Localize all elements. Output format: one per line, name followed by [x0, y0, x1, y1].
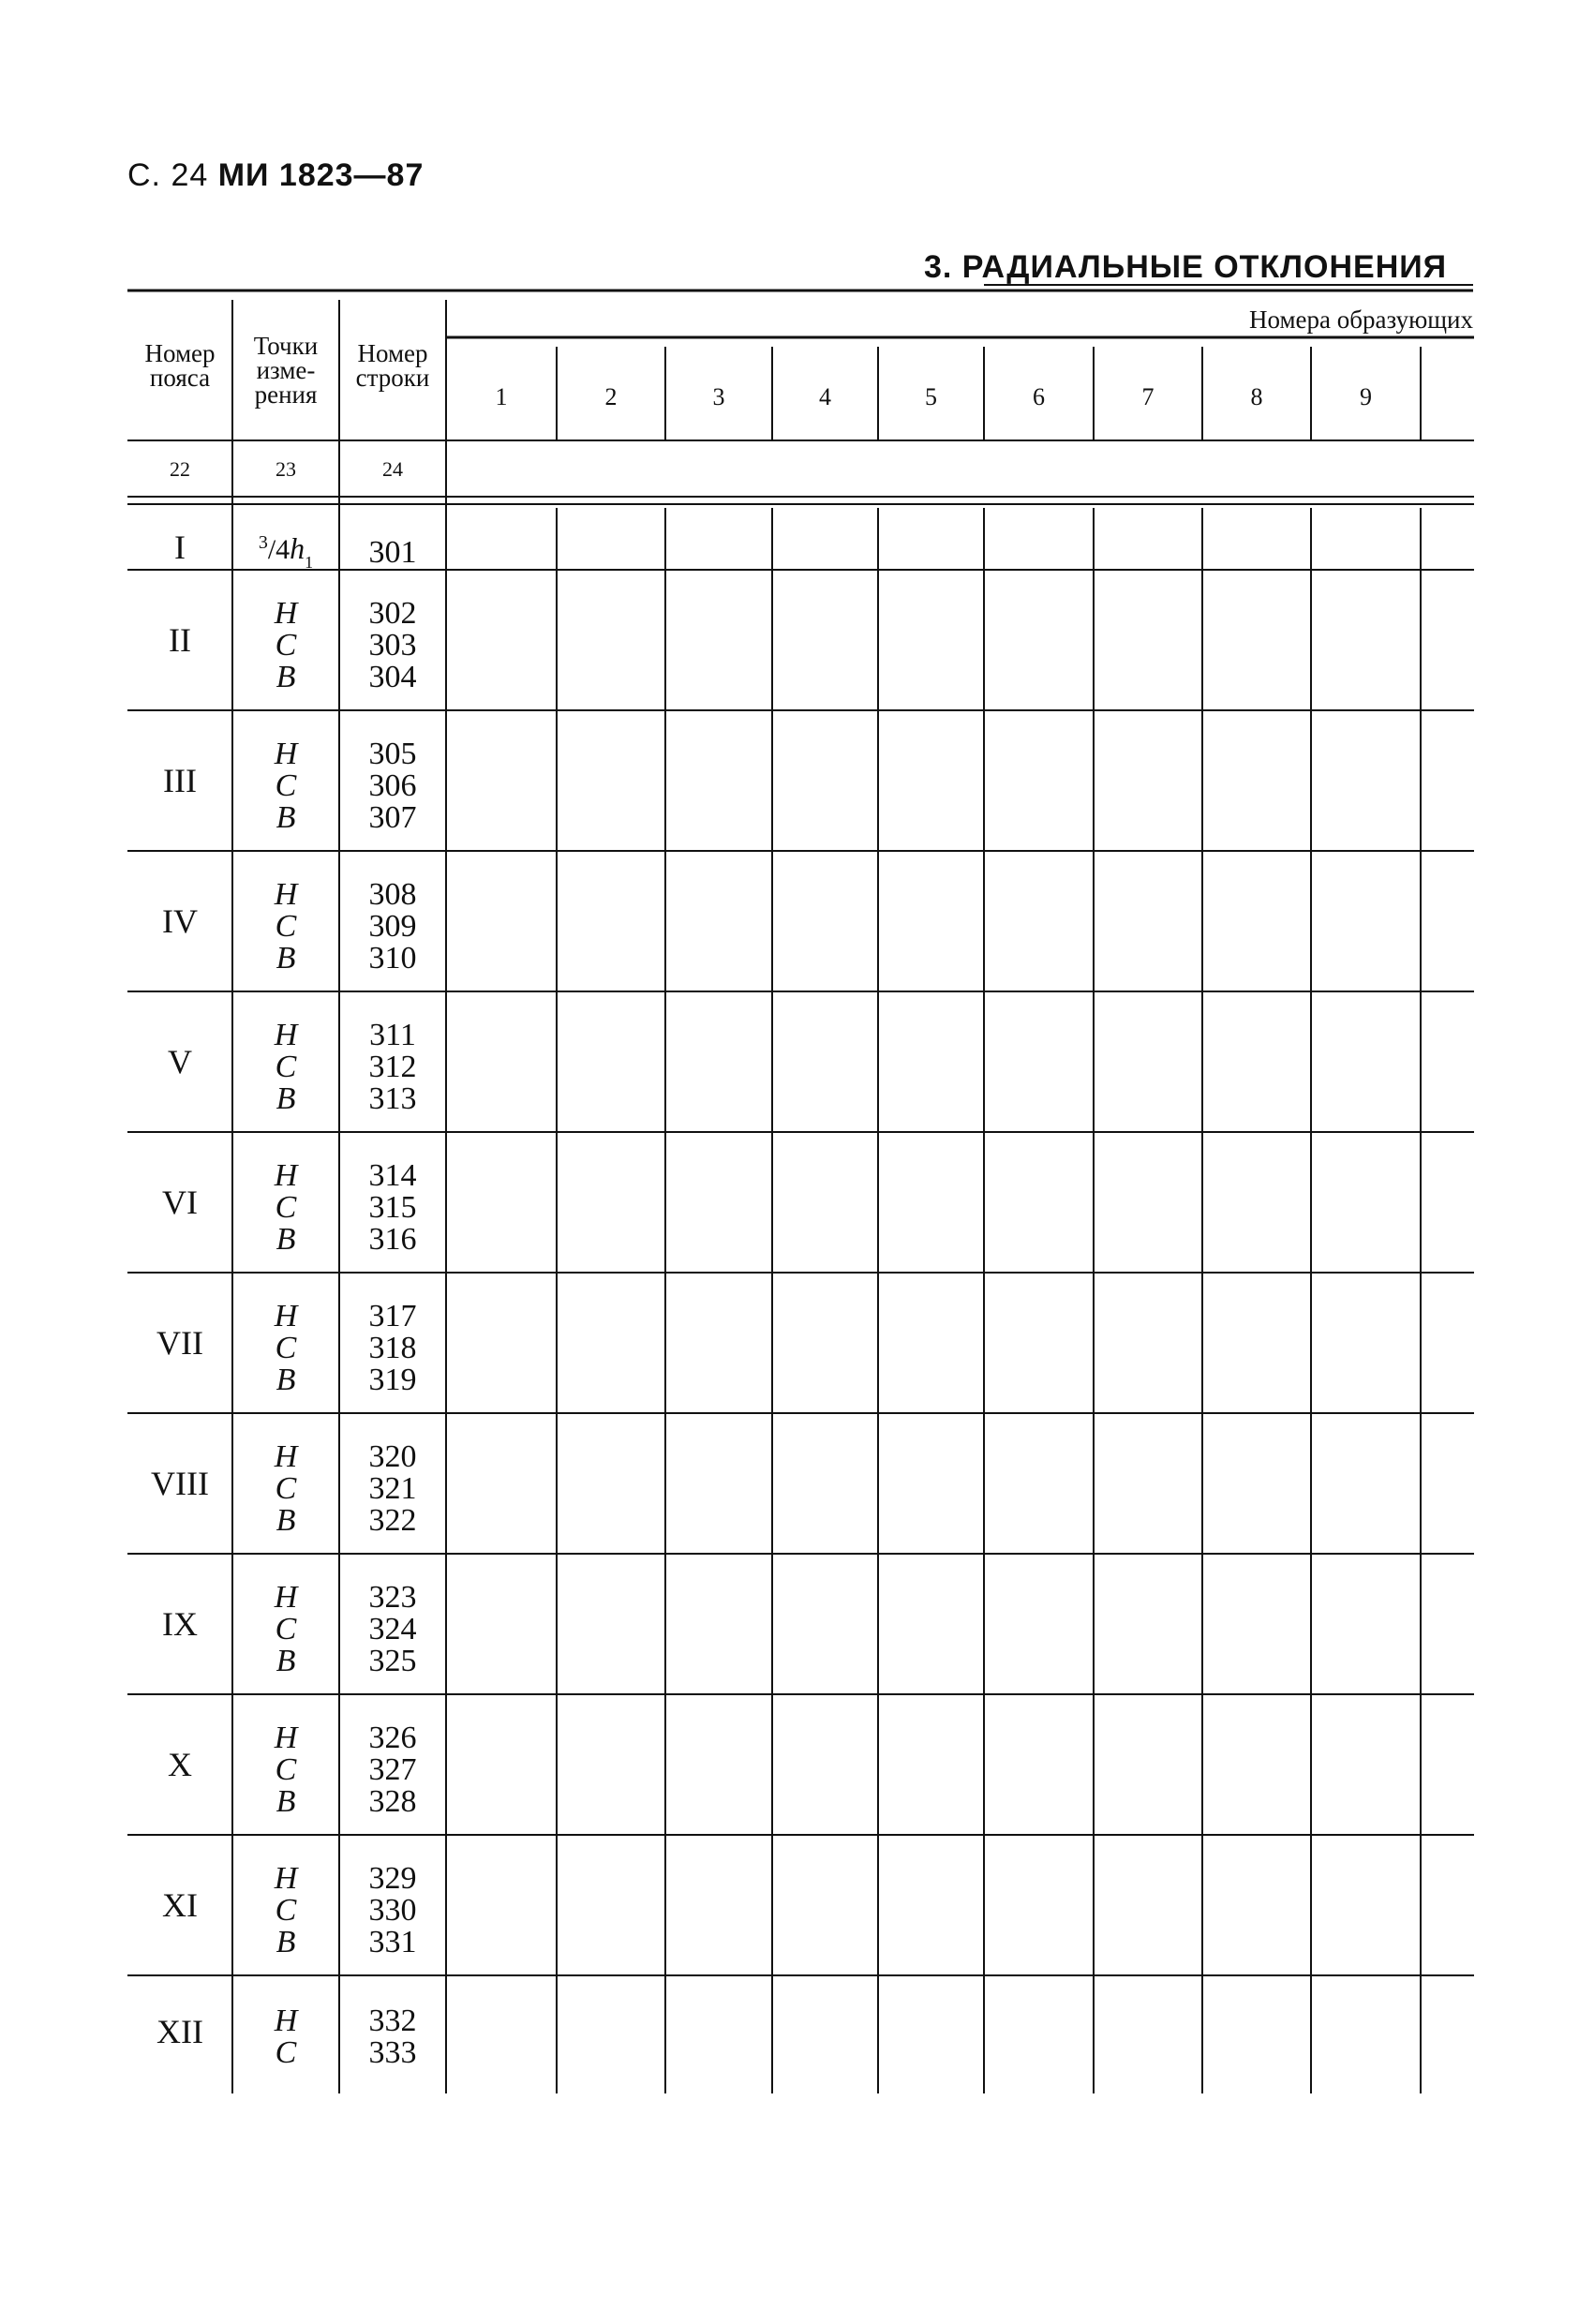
measurement-point: В	[276, 800, 296, 835]
measurement-point: С	[275, 768, 297, 803]
measurement-point: Н	[274, 1158, 298, 1193]
generatrix-number: 2	[604, 383, 618, 410]
points-header: рения	[254, 380, 318, 409]
row-number: 313	[368, 1081, 417, 1116]
measurement-point: В	[276, 1363, 296, 1397]
row-number: 318	[368, 1331, 417, 1365]
measurement-point: В	[276, 941, 296, 976]
section-title: 3. РАДИАЛЬНЫЕ ОТКЛОНЕНИЯ	[924, 249, 1448, 285]
measurement-point: В	[276, 1503, 296, 1538]
column-number: 23	[276, 457, 296, 481]
measurement-point: Н	[274, 1580, 298, 1615]
generatrix-number: 7	[1141, 383, 1155, 410]
measurement-point: В	[276, 1081, 296, 1116]
measurement-point: Н	[274, 1721, 298, 1755]
measurement-point: С	[275, 1190, 297, 1225]
row-number: 307	[368, 800, 417, 835]
row-number: 325	[368, 1644, 417, 1678]
row-number: 329	[368, 1861, 417, 1896]
points-header: Точки	[253, 332, 319, 360]
row-number: 328	[368, 1784, 417, 1819]
row-number: 333	[368, 2035, 417, 2070]
generatrix-number: 8	[1250, 383, 1263, 410]
row-header: строки	[355, 364, 430, 392]
row-number: 332	[368, 2004, 417, 2038]
belt-number: IV	[162, 902, 198, 940]
belt-number: IX	[162, 1605, 198, 1643]
measurement-point: С	[275, 1893, 297, 1928]
belt-number: X	[168, 1746, 192, 1783]
row-number: 315	[368, 1190, 417, 1225]
row-header: Номер	[357, 339, 428, 367]
measurement-point: Н	[274, 1018, 298, 1052]
row-number: 304	[368, 660, 417, 694]
row-number: 319	[368, 1363, 417, 1397]
row-number: 314	[368, 1158, 417, 1193]
row-number: 305	[368, 737, 417, 771]
row-number: 326	[368, 1721, 417, 1755]
generatrix-number: 9	[1360, 383, 1372, 410]
row-number: 317	[368, 1299, 417, 1333]
measurement-point: $^3/4h_1$	[258, 531, 314, 572]
belt-number: II	[169, 621, 191, 659]
row-number: 323	[368, 1580, 417, 1615]
belt-number: VI	[162, 1184, 198, 1221]
measurement-point: С	[275, 1331, 297, 1365]
row-number: 311	[369, 1018, 416, 1052]
measurement-point: В	[276, 1925, 296, 1959]
measurement-point: С	[275, 1752, 297, 1787]
measurement-point: Н	[274, 1861, 298, 1896]
row-number: 312	[368, 1050, 417, 1084]
measurement-point: С	[275, 1471, 297, 1506]
measurement-point: С	[275, 1612, 297, 1646]
row-number: 324	[368, 1612, 417, 1646]
belt-number: V	[168, 1043, 192, 1080]
belt-number: III	[163, 762, 197, 799]
measurement-point: С	[275, 628, 297, 663]
row-number: 330	[368, 1893, 417, 1928]
measurement-point: В	[276, 1784, 296, 1819]
column-number: 22	[170, 457, 190, 481]
belt-number: VII	[156, 1324, 203, 1362]
generatrix-group-header: Номера образующих	[1248, 305, 1473, 334]
measurement-point: В	[276, 1644, 296, 1678]
row-number: 306	[368, 768, 417, 803]
row-number: 316	[368, 1222, 417, 1257]
page-ref: С. 24	[127, 157, 209, 193]
measurement-point: Н	[274, 596, 298, 631]
row-number: 331	[368, 1925, 417, 1959]
row-number: 322	[368, 1503, 417, 1538]
measurement-point: С	[275, 909, 297, 944]
generatrix-number: 1	[495, 383, 508, 410]
measurement-point: В	[276, 660, 296, 694]
belt-number: VIII	[151, 1465, 209, 1502]
belt-number: XII	[156, 2013, 203, 2050]
row-number: 308	[368, 877, 417, 912]
row-number: 321	[368, 1471, 417, 1506]
document-id: МИ 1823—87	[217, 157, 425, 193]
row-number: 303	[368, 628, 417, 663]
generatrix-number: 3	[712, 383, 725, 410]
row-number: 310	[368, 941, 417, 976]
row-number: 320	[368, 1439, 417, 1474]
measurement-point: Н	[274, 1439, 298, 1474]
row-number: 302	[368, 596, 417, 631]
measurement-point: Н	[274, 737, 298, 771]
generatrix-number: 4	[819, 383, 831, 410]
belt-header: Номер	[144, 339, 216, 367]
generatrix-number: 5	[925, 383, 937, 410]
row-number: 309	[368, 909, 417, 944]
points-header: изме-	[256, 356, 316, 384]
measurement-point: Н	[274, 2004, 298, 2038]
belt-number: XI	[162, 1886, 198, 1924]
row-number: 301	[368, 535, 417, 570]
column-number: 24	[382, 457, 403, 481]
measurement-point: В	[276, 1222, 296, 1257]
belt-header: пояса	[149, 364, 211, 392]
measurement-point: Н	[274, 1299, 298, 1333]
measurement-point: С	[275, 2035, 297, 2070]
measurement-point: Н	[274, 877, 298, 912]
measurement-point: С	[275, 1050, 297, 1084]
belt-number: I	[174, 529, 186, 566]
generatrix-number: 6	[1033, 383, 1045, 410]
row-number: 327	[368, 1752, 417, 1787]
